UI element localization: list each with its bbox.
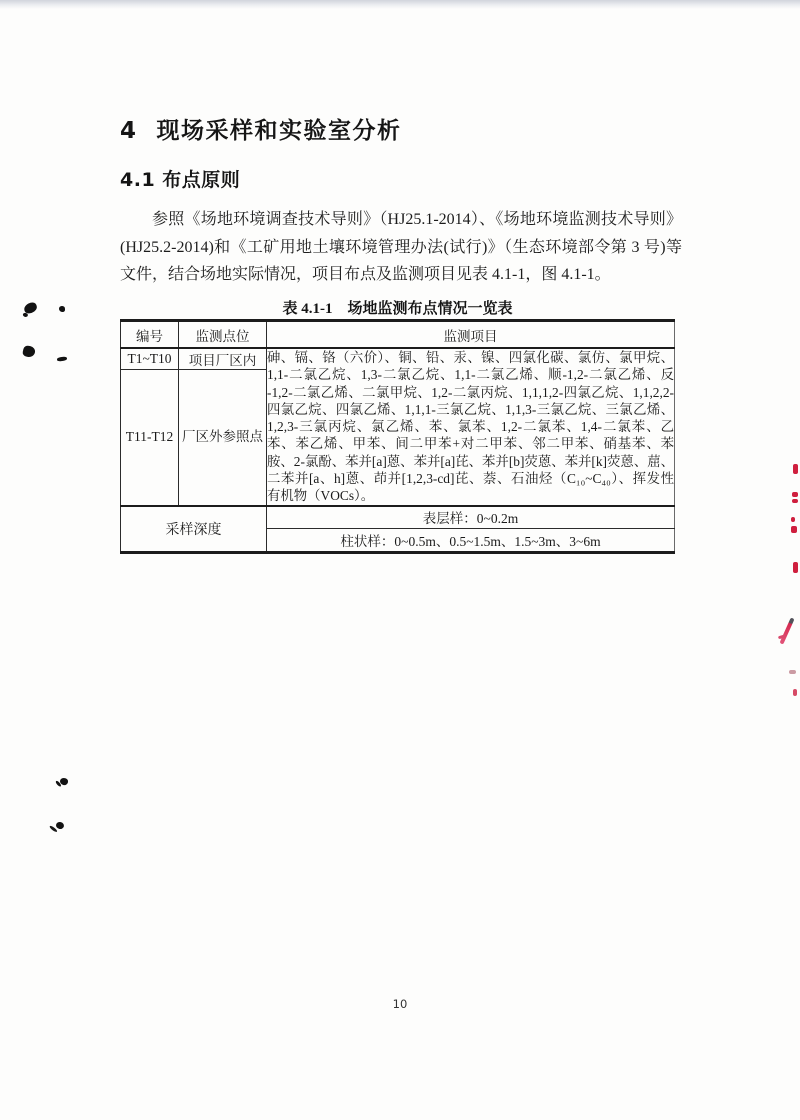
- cell-point-location: 项目厂区内: [179, 348, 267, 370]
- text-line: 参照《场地环境调查技术导则》（HJ25.1-2014）、《场地环境监测技术导则》: [152, 211, 682, 228]
- cell-sampling-depth-label: 采样深度: [121, 506, 267, 553]
- table-row: [121, 348, 675, 370]
- header-cell-id: 编号: [121, 321, 179, 349]
- text-line: 文件，结合场地实际情况，项目布点及监测项目见表 4.1-1，图 4.1-1。: [120, 266, 611, 283]
- ink-smudge: [55, 821, 65, 830]
- ink-smudge: [59, 777, 69, 786]
- cell-point-location: 厂区外参照点: [179, 370, 267, 506]
- red-pen-mark: [792, 492, 798, 497]
- red-pen-mark: [793, 562, 798, 573]
- cell-monitoring-items: [267, 348, 675, 506]
- text-line: 1,2,3-三氯丙烷、氯乙烯、苯、氯苯、1,2-二氯苯、1,4-二氯苯、乙: [267, 419, 674, 435]
- cell-point-id: T11-T12: [121, 370, 179, 506]
- text-line: -1,2-二氯乙烯、二氯甲烷、1,2-二氯丙烷、1,1,1,2-四氯乙烷、1,1,2,2-: [267, 384, 674, 400]
- header-cell-items: 监测项目: [267, 321, 675, 349]
- monitoring-table: [120, 319, 675, 554]
- scan-edge-artifact: [0, 0, 800, 9]
- text-line: 苯、苯乙烯、甲苯、间二甲苯+对二甲苯、邻二甲苯、硝基苯、苯: [267, 436, 674, 452]
- ink-smudge: [23, 301, 38, 315]
- text-line: 二苯并[a、h]蒽、茚并[1,2,3-cd]芘、萘、石油烃（C₁₀~C₄₀）、挥发性: [267, 471, 674, 487]
- text-line: 四氯乙烷、四氯乙烯、1,1,1-三氯乙烷、1,1,3-三氯乙烷、三氯乙烯、: [267, 401, 674, 417]
- ink-smudge: [57, 356, 67, 361]
- ink-smudge: [59, 306, 65, 312]
- red-check-mark: [779, 617, 794, 644]
- red-pen-mark: [793, 689, 797, 696]
- cell-column-sample: 柱状样：0~0.5m、0.5~1.5m、1.5~3m、3~6m: [267, 528, 675, 552]
- text-line: 1,1-二氯乙烷、1,3-二氯乙烷、1,1-二氯乙烯、顺-1,2-二氯乙烯、反: [267, 367, 674, 383]
- header-cell-location: 监测点位: [179, 321, 267, 349]
- table-row: [121, 506, 675, 529]
- red-pen-mark: [791, 526, 797, 533]
- page-number: 10: [392, 997, 408, 1011]
- section-heading: 4 现场采样和实验室分析: [120, 118, 402, 144]
- table-header-row: [121, 321, 675, 349]
- cell-surface-sample: 表层样：0~0.2m: [267, 506, 675, 529]
- intro-paragraph: [120, 206, 682, 289]
- text-line: (HJ25.2-2014)和《工矿用地土壤环境管理办法(试行)》（生态环境部令第 3 号)等: [120, 238, 682, 256]
- text-line: 有机物（VOCs）。: [267, 488, 375, 504]
- red-pen-mark: [793, 464, 798, 474]
- ink-smudge: [22, 345, 36, 358]
- cell-point-id: T1~T10: [121, 348, 179, 370]
- text-line: 胺、2-氯酚、苯并[a]蒽、苯并[a]芘、苯并[b]荧蒽、苯并[k]荧蒽、䓛、: [267, 453, 674, 469]
- subsection-heading: 4.1 布点原则: [120, 169, 241, 191]
- text-line: 砷、镉、铬（六价）、铜、铅、汞、镍、四氯化碳、氯仿、氯甲烷、: [267, 350, 674, 365]
- red-pen-mark: [791, 517, 795, 522]
- table-caption: 表 4.1-1 场地监测布点情况一览表: [282, 301, 513, 317]
- red-pen-mark: [789, 670, 796, 674]
